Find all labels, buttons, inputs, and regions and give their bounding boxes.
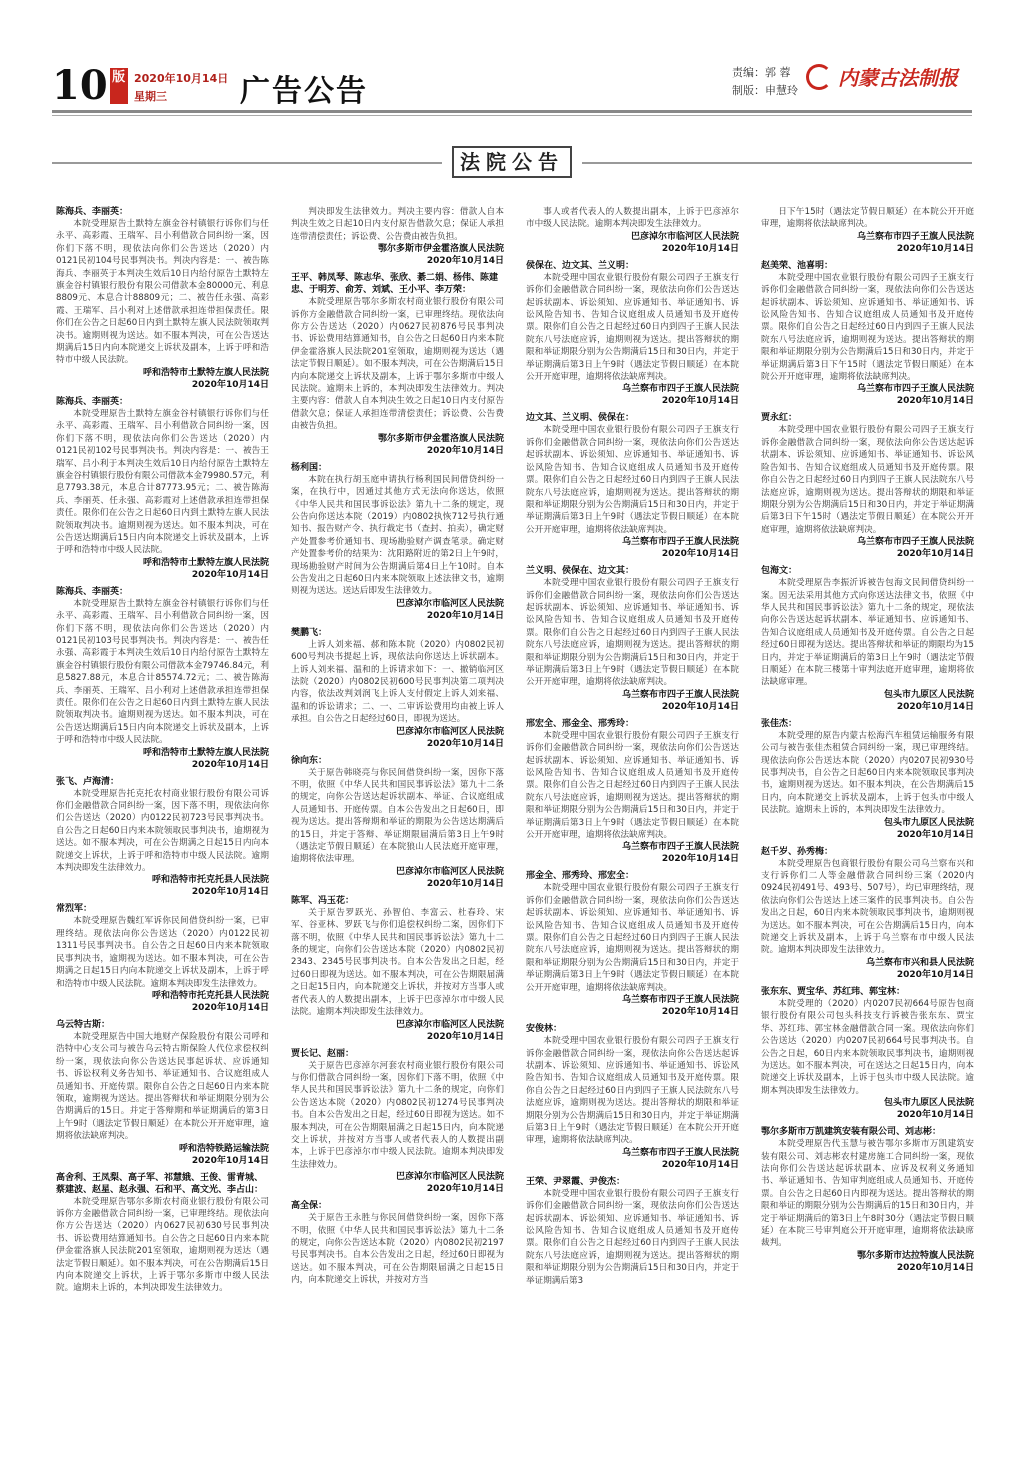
notice-date: 2020年10月14日	[191, 1002, 269, 1013]
notice-body: 本院受理的原告内蒙古松海汽车租赁运输服务有限公司与被告张佳杰租赁合同纠纷一案，现已审理终结。现依法向你公告送达本院（2020）内0207民初930号民事判决书，自公告之日起60日内来本院领取民事判决书，逾期则视为送达。如不服本判决，在公告期满后15日内，向本院递交上诉状及副本，上诉于包头市中级人民法院。逾期未上诉的，本判决即发生法律效力。	[761, 730, 974, 816]
notice-body: 本院受理中国农业银行股份有限公司四子王旗支行诉你们金融借款合同纠纷一案，现依法向你们公告送达起诉状副本、诉讼须知、应诉通知书、举证通知书、诉讼风险告知书、告知合议庭组成人员通知书及开庭传票。限你们自公告之日起经过60日内到四子王旗人民法院东八号法庭应诉，逾期则视为送达。提出答辩状的期限和举证期限分别为公告期满后15日和30日内，并定于举证期满后第3日上午9时（遇法定节假日顺延）在本院公开开庭审理，逾期将依法缺席判决。	[526, 883, 739, 993]
notice-court: 巴彦淖尔市临河区人民法院	[395, 726, 504, 737]
court-notice	[526, 412, 739, 560]
notice-court: 乌兰察布市四子王旗人民法院	[621, 995, 739, 1006]
court-notice	[761, 718, 974, 841]
notice-addressee: 陈海兵、李丽英：	[56, 207, 129, 217]
section-title: 广告公告	[240, 74, 368, 109]
notice-court: 包头市九原区人民法院	[883, 1098, 974, 1109]
notice-court: 呼和浩特市土默特左旗人民法院	[142, 747, 269, 758]
court-notice	[526, 1023, 739, 1171]
notice-body: 本院受理中国农业银行股份有限公司四子王旗支行诉你们金融借款合同纠纷一案，现依法向你们公告送达起诉状副本、诉讼须知、应诉通知书、举证通知书、诉讼风险告知书、告知合议庭组成人员通知书及开庭传票。限你们自公告之日起经过60日内到四子王旗人民法院东八号法庭应诉，逾期则视为送达。提出答辩状的期限和举证期限分别为公告期满后15日和30日内，并定于举证期满后第3日上午9时（遇法定节假日顺延）在本院公开开庭审理，逾期将依法缺席判决。	[526, 578, 739, 688]
court-notice	[526, 718, 739, 866]
court-notice	[291, 895, 504, 1043]
notice-court: 呼和浩特铁路运输法院	[178, 1143, 269, 1154]
notice-court: 乌兰察布市四子王旗人民法院	[621, 689, 739, 700]
notice-addressee: 王平、韩凤琴、陈志华、张欣、綦二娟、杨伟、陈建忠、于明芳、俞芳、刘斌、王小平、李万荣：	[291, 273, 499, 296]
header-rule-thin	[52, 115, 972, 116]
court-notice	[526, 1176, 739, 1287]
court-notice	[526, 565, 739, 713]
notice-addressee: 徐向东：	[291, 755, 328, 766]
court-notice	[291, 272, 504, 456]
notice-body: 日下午15时（遇法定节假日顺延）在本院公开开庭审理，逾期将依法缺席判决。	[761, 207, 974, 230]
notice-date: 2020年10月14日	[426, 878, 504, 889]
notice-body: 本院在执行胡玉庭申请执行杨利国民间借贷纠纷一案，在执行中，因通过其他方式无法向你送达，依照《中华人民共和国民事诉讼法》第九十二条的规定，现公告向你送达本院（2019）内0802执恢712号执行通知书、报告财产令、执行裁定书（查封、拍卖），确定财产处置参考价通知书、现场勘验财产调查笔录。确定财产处置参考价的结果为：沈阳路附近的第2日上午9时，现场勘验财产时间为公告期满后第4日上午10时。自本公告发出之日起60日内来本院领取上述法律文书，逾期则视为送达。送达后即发生法律效力。	[291, 474, 504, 597]
notice-body: 上诉人刘来福、郝和陈本院（2020）内0802民初600号判决书提起上诉，现依法向你送达上诉状副本。上诉人刘来福、温和的上诉请求如下：一、撤销临河区法院（2020）内0802民初600号民事判决第二项判决内容，依法改判刘润飞上诉人支付假定上诉人刘来福、温和的诉讼请求；二、一、二审诉讼费用均由被上诉人承担。自公告之日起经过60日，即视为送达。	[291, 639, 504, 725]
notice-court: 乌兰察布市四子王旗人民法院	[856, 384, 974, 395]
notice-addressee: 鄂尔多斯市万凯建筑安装有限公司、刘志彬：	[761, 1127, 942, 1138]
notice-column-4	[761, 206, 974, 1468]
notice-body: 关于原告巴彦淖尔河套农村商业银行股份有限公司与你们借款合同纠纷一案，因你们下落不明，依照《中华人民共和国民事诉讼法》第九十二条的规定，向你们公告送达本院（2020）内0802民初1274号民事判决书。自本公告发出之日起，经过60日即视为送达。如不服本判决，可在公告期限届满之日起15日内，向本院递交上诉状，并按对方当事人或者代表人的人数提出副本，上诉于巴彦淖尔市中级人民法院。逾期本判决即发生法律效力。	[291, 1060, 504, 1170]
notice-addressee: 高全保：	[291, 1201, 328, 1212]
notice-body: 本院受理原告代玉慧与被告鄂尔多斯市万凯建筑安装有限公司、刘志彬农村建房施工合同纠纷一案，现依法向你们公告送达起诉状副本、应诉及权利义务通知书、举证通知书、告知审判庭组成人员通知书、开庭传票。自公告之日起60日内即视为送达。提出答辩状的期限和举证的期限分别为公告期满后的15日和30日内，并定于举证期满后的第3日上午8时30分（遇法定节假日顺延）在本院三号审判庭公开开庭审理，逾期将依法缺席裁判。	[761, 1139, 974, 1249]
court-notice	[56, 776, 269, 899]
notice-body: 本院受理原告土默特左旗金谷村镇银行诉你们与任永平、高彩霞、王瑞军、吕小利借款合同纠纷一案，因你们下落不明，现依法向你们公告送达（2020）内0121民初103号民事判决书。判决内容是：一、被告任永强、高彩霞于本判决生效后10日内给付原告土默特左旗金谷村镇银行股份有限公司借款本金79746.84元，利息5827.88元，本息合计85574.72元；二、被告陈海兵、李丽英、王瑞军、吕小利对上述借款承担连带担保责任。限你们在公告之日起60日内到土默特左旗人民法院领取判决书。逾期则视为送达。如不服本判决，可在公告送达期满后15日内向本院递交上诉状及副本，上诉于呼和浩特市中级人民法院。	[56, 598, 269, 746]
notice-column-2	[291, 206, 504, 1468]
notice-addressee: 兰义明、侯保在、边文其：	[526, 566, 635, 577]
notice-date: 2020年10月14日	[191, 759, 269, 770]
court-notice	[761, 1126, 974, 1274]
court-notice	[761, 260, 974, 408]
notice-body: 本院受理中国农业银行股份有限公司四子王旗支行诉你们金融借款合同纠纷一案，现依法向你们公告送达起诉状副本、诉讼须知、应诉通知书、举证通知书、诉讼风险告知书、告知合议庭组成人员通知书及开庭传票。限你们自公告之日起经过60日内到四子王旗人民法院东八号法庭应诉，逾期则视为送达。提出答辩状的期限和举证期限分别为公告期满后15日和30日内，并定于举证期满后第3	[526, 1188, 739, 1286]
notice-court: 乌兰察布市四子王旗人民法院	[856, 537, 974, 548]
court-notice	[56, 1019, 269, 1167]
notice-addressee: 侯保在、边文其、兰义明：	[526, 260, 635, 271]
notice-date: 2020年10月14日	[896, 829, 974, 840]
notice-date: 2020年10月14日	[191, 887, 269, 898]
notice-date: 2020年10月14日	[661, 243, 739, 254]
notice-court: 呼和浩特市土默特左旗人民法院	[142, 367, 269, 378]
court-notice	[291, 462, 504, 622]
notice-date: 2020年10月14日	[896, 1110, 974, 1121]
notice-date: 2020年10月14日	[191, 379, 269, 390]
court-notice	[761, 846, 974, 981]
court-notice	[291, 627, 504, 750]
notice-court: 巴彦淖尔市临河区人民法院	[395, 1019, 504, 1030]
notice-court: 巴彦淖尔市临河区人民法院	[395, 598, 504, 609]
notice-body: 判决即发生法律效力。判决主要内容：借款人自本判决生效之日起10日内支付原告借款欠息；保证人承担连带清偿责任；诉讼费、公告费由被告负担。	[291, 207, 504, 242]
notice-body: 关于原告罗跃光、孙智伯、李富云、杜春玲、宋军、谷亚林、罗跃飞与你们追偿权纠纷二案，因你们下落不明，依照《中华人民共和国民事诉讼法》第九十二条的规定，向你们公告送达本院（2020）内0802民初2343、2345号民事判决书。自本公告发出之日起，经过60日即视为送达。如不服本判决，可在公告期限届满之日起15日内，向本院递交上诉状，并按对方当事人或者代表人的人数提出副本，上诉于巴彦淖尔市中级人民法院。逾期本判决即发生法律效力。	[291, 907, 504, 1018]
notice-date: 2020年10月14日	[191, 569, 269, 580]
notice-addressee: 张飞、卢海清：	[56, 776, 120, 787]
notice-court: 鄂尔多斯市伊金霍洛旗人民法院	[377, 433, 504, 444]
notice-date: 2020年10月14日	[896, 1262, 974, 1273]
notice-court: 巴彦淖尔市临河区人民法院	[630, 231, 739, 242]
notice-court: 乌兰察布市四子王旗人民法院	[621, 384, 739, 395]
editor: 责编：郭 蓉	[732, 66, 791, 79]
page-number-block	[52, 64, 128, 108]
court-notice	[56, 1172, 269, 1295]
notice-body: 本院受理的（2020）内0207民初664号原告包商银行股份有限公司包头科技支行诉被告张东东、贾宝华、苏红玮、郭宝林金融借款合同一案。现依法向你们公告送达（2020）内0207民初664号民事判决书。自公告之日起，60日内来本院领取民事判决书，逾期则视为送达。如不服本判决，可在送达之日起15日内，向本院递交上诉状及副本，上诉于包头市中级人民法院。逾期本判决即发生法律效力。	[761, 998, 974, 1096]
notice-body: 事人或者代表人的人数提出副本，上诉于巴彦淖尔市中级人民法院。逾期本判决即发生法律效力。	[526, 207, 739, 230]
notice-addressee: 贾永红：	[761, 413, 798, 424]
notice-addressee: 常烈军：	[56, 904, 93, 915]
notice-addressee: 邢金全、邢秀玲、邢宏全：	[526, 871, 635, 882]
notice-body: 本院受理原告包商银行股份有限公司乌兰察布兴和支行诉你们二人等金融借款合同纠纷三案（2020内0924民初491号、493号、507号），均已审理终结，现依法向你们公告送达上述三案件的民事判决书。自公告发出之日起，60日内来本院领取民事判决书，逾期则视为送达。如不服本判决，可在公告期满后15日内，向本院递交上诉状及副本，上诉于乌兰察布市中级人民法院。逾期本判决即发生法律效力。	[761, 858, 974, 956]
notice-addressee: 包海文：	[761, 566, 798, 577]
notice-date: 2020年10月14日	[661, 701, 739, 712]
notice-date: 2020年10月14日	[896, 701, 974, 712]
page-label: 版	[110, 68, 128, 104]
notice-body: 本院受理中国农业银行股份有限公司四子王旗支行诉你金融借款合同纠纷一案，现依法向你公告送达起诉状副本、诉讼须知、应诉通知书、举证通知书、诉讼风险告知书、告知合议庭组成人员通知书及开庭传票。限你自公告之日起经过60日内到四子王旗人民法院东八号法庭应诉，逾期则视为送达。提出答辩状的期限和举证期限分别为公告期满后15日和30日内，并定于举证期满后第3日下午15时（遇法定节假日顺延）在本院公开开庭审理，逾期将依法缺席判决。	[761, 425, 974, 535]
editor-credits	[732, 64, 798, 100]
notice-court: 巴彦淖尔市临河区人民法院	[395, 866, 504, 877]
court-notice	[291, 1048, 504, 1196]
notice-addressee: 陈海兵、李丽英：	[56, 396, 129, 407]
notice-date: 2020年10月14日	[661, 1159, 739, 1170]
notice-date: 2020年10月14日	[426, 1031, 504, 1042]
notice-body: 关于原告韩晓亮与你民间借贷纠纷一案，因你下落不明，依照《中华人民共和国民事诉讼法》第九十二条的规定，向你公告送达起诉状副本、举证、合议庭组成人员通知书、开庭传票。自本公告发出之日起60日，即视为送达。提出答辩期和举证的期限为公告送达期满后的15日，并定于答辩、举证期限届满后第3日上午9时（遇法定节假日顺延）在本院狼山人民法庭开庭审理，逾期将依法审理。	[291, 767, 504, 865]
notice-addressee: 陈军、冯玉花：	[291, 895, 355, 906]
court-notice	[761, 565, 974, 713]
banner-line-left	[52, 162, 442, 164]
court-notice	[291, 755, 504, 890]
logo-icon	[806, 64, 832, 90]
notice-date: 2020年10月14日	[661, 854, 739, 865]
notice-court: 乌兰察布市四子王旗人民法院	[856, 231, 974, 242]
court-notice	[526, 870, 739, 1018]
court-notice	[291, 206, 504, 267]
notice-addressee: 贾长记、赵丽：	[291, 1048, 355, 1059]
notice-court: 包头市九原区人民法院	[883, 689, 974, 700]
notice-court: 包头市九原区人民法院	[883, 817, 974, 828]
notice-date: 2020年10月14日	[426, 738, 504, 749]
court-notice	[526, 206, 739, 255]
court-notice	[761, 986, 974, 1121]
notice-court: 乌兰察布市四子王旗人民法院	[621, 537, 739, 548]
notice-date: 2020年10月14日	[426, 610, 504, 621]
notice-court: 乌兰察布市四子王旗人民法院	[621, 1147, 739, 1158]
notice-addressee: 王荣、尹翠霞、尹俊杰：	[526, 1176, 626, 1187]
page-number: 10	[52, 62, 108, 109]
notice-date: 2020年10月14日	[896, 396, 974, 407]
notice-court: 鄂尔多斯市伊金霍洛旗人民法院	[377, 244, 504, 255]
notice-body: 本院受理中国农业银行股份有限公司四子王旗支行诉你们金融借款合同纠纷一案，现依法向你们公告送达起诉状副本、诉讼须知、应诉通知书、举证通知书、诉讼风险告知书、告知合议庭组成人员通知书及开庭传票。限你们自公告之日起经过60日内到四子王旗人民法院东八号法庭应诉，逾期则视为送达。提出答辩状的期限和举证期限分别为公告期满后15日和30日内，并定于举证期满后第3日上午9时（遇法定节假日顺延）在本院公开开庭审理，逾期将依法缺席判决。	[526, 272, 739, 383]
notice-date: 2020年10月14日	[661, 1007, 739, 1018]
notice-body: 本院受理原告鄂尔多斯农村商业银行股份有限公司诉你方金融借款合同纠纷一案，已审理终结。现依法向你方公告送达（2020）内0627民初630号民事判决书、诉讼费用结算通知书。自公告之日起60日内来本院伊金霍洛旗人民法院201室领取，逾期则视为送达（遇法定节假日顺延）。如不服本判决，可在公告期满后15日内向本院递交上诉状，上诉于鄂尔多斯市中级人民法院。逾期未上诉的，本判决即发生法律效力。	[56, 1196, 269, 1294]
notice-date: 2020年10月14日	[426, 445, 504, 456]
court-notice	[56, 586, 269, 771]
notice-body: 本院受理中国农业银行股份有限公司四子王旗支行诉你们金融借款合同纠纷一案，现依法向你们公告送达起诉状副本、诉讼须知、应诉通知书、举证通知书、诉讼风险告知书、告知合议庭组成人员通知书及开庭传票。限你们自公告之日起经过60日内到四子王旗人民法院东八号法庭应诉，逾期则视为送达。提出答辩状的期限和举证期限分别为公告期满后15日和30日内，并定于举证期满后第3日下午15时（遇法定节假日顺延）在本院公开开庭审理，逾期将依法缺席判决。	[761, 272, 974, 383]
producer: 制版：申慧玲	[732, 84, 798, 97]
notice-date: 2020年10月14日	[661, 396, 739, 407]
notice-addressee: 高舍利、王凤梨、高子军、祁慧娥、王俊、雷青城、蔡建波、赵星、赵永强、石和平、高文光、李占山：	[56, 1172, 264, 1195]
court-notice	[526, 260, 739, 408]
notice-court: 呼和浩特市土默特左旗人民法院	[142, 557, 269, 568]
notice-date: 2020年10月14日	[426, 1184, 504, 1195]
notice-court: 呼和浩特市托克托县人民法院	[151, 875, 269, 886]
notice-body: 本院受理原告托克托农村商业银行股份有限公司诉你们金融借款合同纠纷一案，因下落不明，现依法向你们公告送达（2020）内0122民初723号民事判决书。自公告之日起60日内来本院领取民事判决书，逾期视为送达。如不服本判决，可在公告期满之日起15日内向本院递交上诉状，上诉于呼和浩特市中级人民法院。逾期本判决即发生法律效力。	[56, 788, 269, 874]
issue-weekday: 星期三	[134, 90, 167, 103]
notice-body: 本院受理原告中国大地财产保险股份有限公司呼和浩特中心支公司与被告乌云特古斯保险人代位求偿权纠纷一案，现依法向你公告送达民事起诉状、应诉通知书、诉讼权利义务告知书、举证通知书、合议庭组成人员通知书、开庭传票。限你自公告之日起60日内来本院领取，逾期视为送达。提出答辩状和举证期限分别为公告期满后的15日。并定于答辩期和举证期满后的第3日上午9时（遇法定节假日顺延）在本院公开开庭审理，逾期将依法缺席判决。	[56, 1031, 269, 1142]
notice-addressee: 边文其、兰义明、侯保在：	[526, 413, 635, 424]
notice-court: 乌兰察布市兴和县人民法院	[865, 957, 974, 968]
notice-court: 鄂尔多斯市达拉特旗人民法院	[856, 1250, 974, 1261]
issue-date: 2020年10月14日	[134, 72, 229, 85]
notice-body: 本院受理中国农业银行股份有限公司四子王旗支行诉你金融借款合同纠纷一案，现依法向你公告送达起诉状副本、诉讼须知、应诉通知书、举证通知书、诉讼风险告知书、告知合议庭组成人员通知书及开庭传票。限你自公告之日起经过60日内到四子王旗人民法院东八号法庭应诉，逾期则视为送达。提出答辩状的期限和举证期限分别为公告期满后15日和30日内，并定于举证期满后第3日上午9时（遇法定节假日顺延）在本院公开开庭审理，逾期将依法缺席判决。	[526, 1036, 739, 1146]
notice-body: 本院受理中国农业银行股份有限公司四子王旗支行诉你们金融借款合同纠纷一案，现依法向你们公告送达起诉状副本、诉讼须知、应诉通知书、举证通知书、诉讼风险告知书、告知合议庭组成人员通知书及开庭传票。限你们自公告之日起经过60日内到四子王旗人民法院东八号法庭应诉，逾期则视为送达。提出答辩状的期限和举证期限分别为公告期满后15日和30日内，并定于举证期满后第3日上午9时（遇法定节假日顺延）在本院公开开庭审理，逾期将依法缺席判决。	[526, 730, 739, 841]
notice-date: 2020年10月14日	[191, 1155, 269, 1166]
notice-body: 关于原告王永胜与你民间借贷纠纷一案，因你下落不明，依照《中华人民共和国民事诉讼法》第九十二条的规定，向你公告送达本院（2020）内0802民初2197号民事判决书。自本公告发出之日起，经过60日即视为送达。如不服本判决，可在公告期限届满之日起15日内，向本院递交上诉状，并按对方当	[291, 1213, 504, 1286]
notice-body: 本院受理原告鄂尔多斯农村商业银行股份有限公司诉你方金融借款合同纠纷一案，已审理终结。现依法向你方公告送达（2020）内0627民初876号民事判决书、诉讼费用结算通知书，自公告之日起60日内来本院伊金霍洛旗人民法院201室领取，逾期则视为送达（遇法定节假日顺延）。如不服本判决，可在公告期满后15日内向本院递交上诉状及副本，上诉于鄂尔多斯市中级人民法院。逾期未上诉的，本判决即发生法律效力。判决主要内容：借款人自本判决生效之日起10日内支付原告借款欠息；保证人承担连带清偿责任；诉讼费、公告费由被告负担。	[291, 297, 504, 432]
notice-addressee: 张佳杰：	[761, 718, 798, 729]
page-header	[0, 0, 1024, 118]
court-notice	[291, 1200, 504, 1286]
notice-body: 本院受理原告魏红军诉你民间借贷纠纷一案，已审理终结。现依法向你公告送达（2020）内0122民初1311号民事判决书。自公告之日起60日内来本院领取民事判决书，逾期视为送达。如不服本判决，可在公告期满之日起15日内向本院递交上诉状及副本，上诉于呼和浩特市中级人民法院。逾期本判决即发生法律效力。	[56, 916, 269, 989]
notice-body: 本院受理原告土默特左旗金谷村镇银行诉你们与任永平、高彩霞、王瑞军、吕小利借款合同纠纷一案，因你们下落不明，现依法向你们公告送达（2020）内0121民初102号民事判决书。判决内容是：一、被告王瑞军、吕小利于本判决生效后10日内给付原告土默特左旗金谷村镇银行股份有限公司借款本金79980.57元，利息7793.38元，本息合计87773.95元；二、被告陈海兵、李丽英、任永强、高彩霞对上述借款承担连带担保责任。限你们在公告之日起60日内到土默特左旗人民法院领取判决书。逾期则视为送达。如不服本判决，可在公告送达期满后15日内向本院递交上诉状及副本，上诉于呼和浩特市中级人民法院。	[56, 408, 269, 556]
court-notice	[761, 412, 974, 560]
court-notice	[761, 206, 974, 255]
notice-date: 2020年10月14日	[896, 243, 974, 254]
notice-addressee: 杨利国：	[291, 462, 328, 473]
notice-column-1	[56, 206, 269, 1468]
court-notice	[56, 903, 269, 1013]
notice-body: 本院受理原告土默特左旗金谷村镇银行诉你们与任永平、高彩霞、王瑞军、吕小利借款合同纠纷一案，因你们下落不明，现依法向你们公告送达（2020）内0121民初104号民事判决书。判决内容是：一、被告陈海兵、李丽英于本判决生效后10日内给付原告土默特左旗金谷村镇银行股份有限公司借款本金80000元、利息8809元、本息合计88809元；二、被告任永强、高彩霞、王瑞军、吕小利对上述借款承担连带担保责任。限你们在公告之日起60日内到土默特左旗人民法院领取判决书。逾期则视为送达。如不服本判决，可在公告送达期满后15日内向本院递交上诉状及副本，上诉于呼和浩特市中级人民法院。	[56, 219, 269, 366]
court-notice-banner	[52, 146, 972, 180]
issue-date-block	[134, 70, 228, 106]
notice-column-3	[526, 206, 739, 1468]
notice-date: 2020年10月14日	[661, 549, 739, 560]
notice-columns	[56, 206, 974, 1468]
notice-date: 2020年10月14日	[426, 256, 504, 267]
logo-text: 内蒙古法制报	[838, 66, 958, 90]
notice-addressee: 安俊林：	[526, 1024, 563, 1035]
notice-addressee: 陈海兵、李丽英：	[56, 586, 129, 597]
notice-court: 巴彦淖尔市临河区人民法院	[395, 1172, 504, 1183]
banner-title: 法院公告	[452, 146, 572, 178]
notice-date: 2020年10月14日	[896, 549, 974, 560]
notice-date: 2020年10月14日	[896, 969, 974, 980]
notice-court: 乌兰察布市四子王旗人民法院	[621, 842, 739, 853]
banner-line-right	[582, 162, 972, 164]
notice-addressee: 樊鹏飞：	[291, 627, 328, 638]
notice-addressee: 邢宏全、邢金全、邢秀玲：	[526, 718, 635, 729]
notice-body: 本院受理原告李振沂诉被告包海文民间借贷纠纷一案。因无法采用其他方式向你送达法律文书，依照《中华人民共和国民事诉讼法》第九十二条的规定，现依法向你公告送达起诉状副本、举证通知书、应诉通知书、告知合议庭组成人员通知书及开庭传票。自公告之日起经过60日即视为送达。提出答辩状和举证的期限均为15日内，并定于举证期满后的第3日上午9时（遇法定节假日顺延）在本院三楼第十审判法庭开庭审理，逾期将依法缺席审理。	[761, 578, 974, 688]
newspaper-logo	[806, 62, 958, 91]
notice-body: 本院受理中国农业银行股份有限公司四子王旗支行诉你们金融借款合同纠纷一案，现依法向你们公告送达起诉状副本、诉讼须知、应诉通知书、举证通知书、诉讼风险告知书、告知合议庭组成人员通知书及开庭传票。限你们自公告之日起经过60日内到四子王旗人民法院东八号法庭应诉，逾期则视为送达。提出答辩状的期限和举证期限分别为公告期满后15日和30日内，并定于举证期满后第3日上午9时（遇法定节假日顺延）在本院公开开庭审理，逾期将依法缺席判决。	[526, 425, 739, 535]
header-rule-thick	[52, 110, 972, 113]
court-notice	[56, 206, 269, 391]
notice-addressee: 赵千岁、孙秀梅：	[761, 846, 834, 857]
notice-court: 呼和浩特市托克托县人民法院	[151, 990, 269, 1001]
notice-addressee: 赵美荣、池喜明：	[761, 260, 834, 271]
court-notice	[56, 396, 269, 581]
notice-addressee: 乌云特古斯：	[56, 1019, 111, 1030]
notice-addressee: 张东东、贾宝华、苏红玮、郭宝林：	[761, 986, 906, 997]
